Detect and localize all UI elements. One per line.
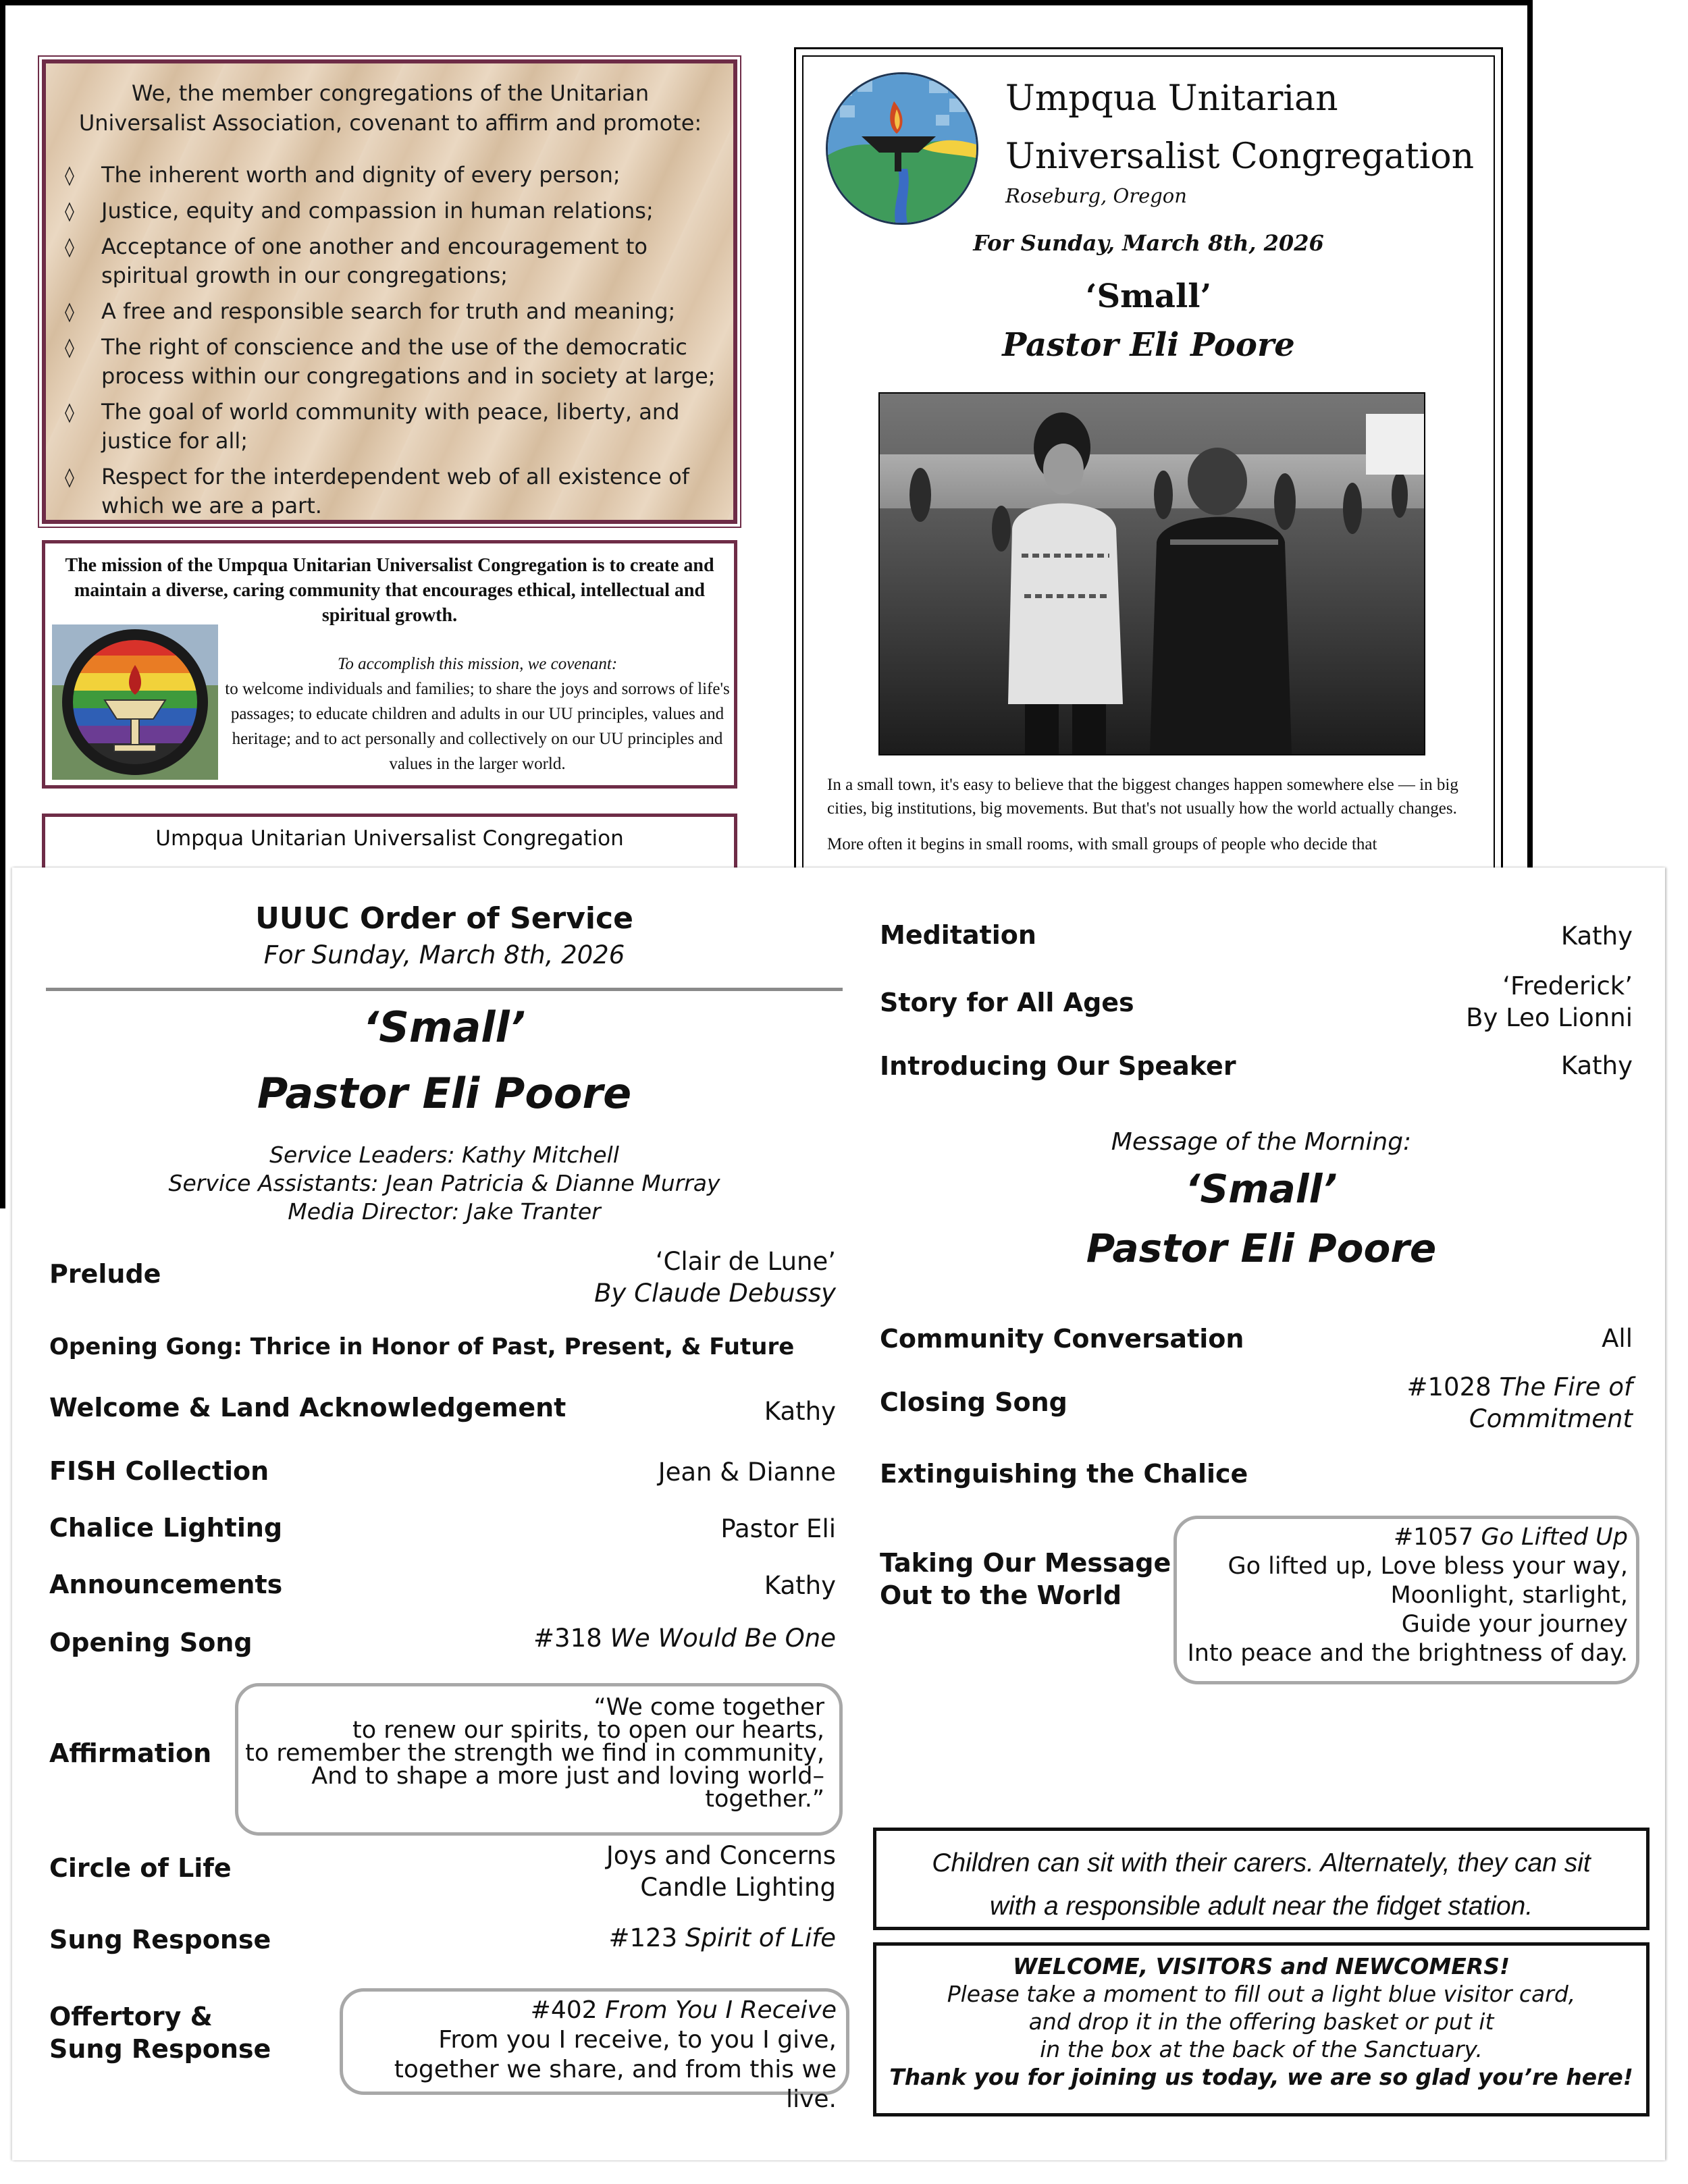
circle-of-life-label: Circle of Life <box>49 1853 232 1883</box>
introducing-speaker-value: Kathy <box>1560 1051 1633 1080</box>
taking-message-text <box>1187 1523 1628 1668</box>
hymn-title: We Would Be One <box>610 1624 836 1653</box>
affirmation-line: “We come together <box>594 1694 824 1721</box>
back-page-left-border <box>0 0 5 1208</box>
diamond-bullet-icon: ◊ <box>65 164 74 186</box>
taking-hymn <box>1187 1523 1628 1552</box>
principle-text: Justice, equity and compassion in human relations; <box>101 198 654 223</box>
hymn-number: #1057 <box>1393 1524 1474 1551</box>
mission-box <box>42 540 737 789</box>
children-note-line: Children can sit with their carers. Alternately, they can sit <box>932 1848 1591 1877</box>
conversation-label: Community Conversation <box>880 1324 1244 1354</box>
extinguishing-chalice: Extinguishing the Chalice <box>880 1459 1248 1489</box>
cover-name-line: Umpqua Unitarian <box>1005 78 1338 119</box>
meditation-label: Meditation <box>880 920 1036 950</box>
chalice-lighting-label: Chalice Lighting <box>49 1513 283 1543</box>
diamond-bullet-icon: ◊ <box>65 300 74 323</box>
chalice-landscape-logo-icon <box>828 74 976 223</box>
principle-text: A free and responsible search for truth and meaning; <box>101 298 676 324</box>
cover-congregation-name <box>1005 70 1474 186</box>
covenant-text: to welcome individuals and families; to share the joys and sorrows of life's passages; to educate children and adults in our UU principles, values and heritage; and to act personally and collectively on our UU principles and values in the larger world. <box>225 680 730 773</box>
children-note-box <box>873 1828 1650 1930</box>
principle-text: The goal of world community with peace, liberty, and justice for all; <box>101 399 680 454</box>
sung-response-label: Sung Response <box>49 1925 271 1954</box>
order-title: ‘Small’ <box>363 1003 526 1052</box>
mission-title: The mission of the Umpqua Unitarian Universalist Congregation is to create and maintain a diverse, caring community that encourages ethical, intellectual and spiritual growth. <box>65 555 714 626</box>
cover-sermon-excerpt <box>827 773 1475 868</box>
cover-title: ‘Small’ <box>1085 277 1212 315</box>
principle-text: Acceptance of one another and encouragement to spiritual growth in our congregations; <box>101 234 648 288</box>
diamond-bullet-icon: ◊ <box>65 466 74 488</box>
affirmation-line: together.” <box>705 1786 824 1813</box>
introducing-speaker-label: Introducing Our Speaker <box>880 1051 1236 1081</box>
cover-city: Roseburg, Oregon <box>1005 184 1187 207</box>
sung-response-value <box>485 1922 836 1954</box>
story-title: ‘Frederick’ <box>1502 971 1633 1001</box>
offertory-line: From you I receive, to you I give, <box>438 2026 837 2054</box>
story-label: Story for All Ages <box>880 988 1134 1017</box>
hymn-number: #402 <box>530 1996 598 2024</box>
order-date: For Sunday, March 8th, 2026 <box>263 940 625 969</box>
order-heading: UUUC Order of Service <box>255 901 633 936</box>
principle-item <box>65 161 716 190</box>
welcome-label: Welcome & Land Acknowledgement <box>49 1393 566 1422</box>
stained-glass-chalice-icon <box>52 624 218 780</box>
prelude-value <box>485 1246 836 1309</box>
header-divider <box>46 988 843 991</box>
hymn-title-continued: Commitment <box>1469 1404 1633 1433</box>
offertory-box <box>340 1988 849 2113</box>
excerpt-paragraph: More often it begins in small rooms, with small groups of people who decide that <box>827 835 1377 853</box>
taking-label-line: Out to the World <box>880 1580 1122 1610</box>
conversation-value: All <box>1602 1324 1633 1353</box>
principle-item <box>65 398 716 456</box>
story-value <box>1295 970 1633 1034</box>
circle-of-life-value <box>485 1840 836 1903</box>
principle-item <box>65 333 716 391</box>
diamond-bullet-icon: ◊ <box>65 200 74 222</box>
opening-gong: Opening Gong: Thrice in Honor of Past, Present, & Future <box>49 1333 795 1360</box>
hymn-title: Spirit of Life <box>685 1923 836 1952</box>
meditation-value: Kathy <box>1560 922 1633 951</box>
circle-line: Joys and Concerns <box>606 1841 836 1870</box>
closing-song-line <box>1295 1371 1633 1403</box>
welcome-value: Kathy <box>764 1397 836 1426</box>
excerpt-paragraph: In a small town, it's easy to believe that the biggest changes happen somewhere else — in big cities, big institutions, big movements. But that's not usually how the world actually changes. <box>827 776 1458 818</box>
prelude-composer: By Claude Debussy <box>594 1279 836 1308</box>
people-at-park-photo-icon <box>880 394 1424 754</box>
hymn-title: The Fire of <box>1499 1373 1633 1402</box>
announcements-label: Announcements <box>49 1570 283 1599</box>
order-speaker: Pastor Eli Poore <box>257 1069 632 1118</box>
affirmation-box <box>235 1683 843 1836</box>
principle-item <box>65 196 716 225</box>
hymn-number: #1028 <box>1406 1373 1492 1402</box>
taking-label-line: Taking Our Message <box>880 1548 1171 1578</box>
diamond-bullet-icon: ◊ <box>65 401 74 423</box>
covenant-lead: To accomplish this mission, we covenant: <box>337 655 618 673</box>
message-intro: Message of the Morning: <box>1111 1128 1412 1156</box>
taking-line: Go lifted up, Love bless your way, <box>1228 1553 1628 1580</box>
fish-collection-label: FISH Collection <box>49 1456 269 1486</box>
service-leaders: Service Leaders: Kathy Mitchell <box>269 1142 619 1168</box>
affirmation-text <box>245 1696 824 1811</box>
principle-item <box>65 232 716 290</box>
affirmation-line: And to shape a more just and loving world– <box>311 1763 824 1790</box>
offertory-label-line: Offertory & <box>49 2002 213 2031</box>
hymn-number: #318 <box>533 1624 602 1653</box>
congregation-name-box: Umpqua Unitarian Universalist Congregation <box>42 814 737 874</box>
cover-speaker: Pastor Eli Poore <box>1002 326 1295 364</box>
order-of-service-page <box>12 868 1665 2160</box>
offertory-label-line: Sung Response <box>49 2034 271 2064</box>
principle-item <box>65 297 716 326</box>
hymn-title: From You I Receive <box>605 1996 837 2024</box>
message-speaker: Pastor Eli Poore <box>1086 1225 1437 1271</box>
welcome-visitors-line: in the box at the back of the Sanctuary. <box>1040 2036 1483 2062</box>
children-note <box>876 1842 1646 1928</box>
service-leaders-block <box>46 1141 843 1226</box>
cover-box <box>794 47 1503 878</box>
message-title: ‘Small’ <box>1185 1166 1338 1212</box>
principle-text: The inherent worth and dignity of every person; <box>101 162 621 188</box>
children-note-line: with a responsible adult near the fidget station. <box>989 1892 1533 1921</box>
offertory-hymn <box>343 1996 837 2025</box>
closing-song-value <box>1295 1371 1633 1435</box>
welcome-visitors-thanks: Thank you for joining us today, we are so glad you’re here! <box>889 2064 1633 2090</box>
closing-song-label: Closing Song <box>880 1387 1067 1417</box>
taking-line: Moonlight, starlight, <box>1390 1582 1628 1609</box>
offertory-text <box>343 1996 837 2114</box>
offertory-line: together we share, and from this we live. <box>394 2056 837 2113</box>
taking-message-box <box>1173 1516 1639 1684</box>
principles-box <box>42 59 737 524</box>
hymn-title: Go Lifted Up <box>1481 1524 1628 1551</box>
hymn-number: #123 <box>608 1923 678 1952</box>
principle-text: The right of conscience and the use of the democratic process within our congregations and in society at large; <box>101 334 716 389</box>
opening-song-value <box>431 1622 836 1654</box>
cover-date: For Sunday, March 8th, 2026 <box>973 230 1324 256</box>
prelude-label: Prelude <box>49 1259 161 1289</box>
fish-collection-value: Jean & Dianne <box>658 1458 836 1487</box>
service-assistants: Service Assistants: Jean Patricia & Dianne Murray <box>168 1170 720 1196</box>
cover-name-line: Universalist Congregation <box>1005 136 1475 177</box>
circle-line: Candle Lighting <box>640 1873 836 1902</box>
welcome-visitors-line: Please take a moment to fill out a light blue visitor card, <box>947 1981 1576 2007</box>
story-author: By Leo Lionni <box>1466 1003 1633 1032</box>
taking-line: Into peace and the brightness of day. <box>1187 1640 1628 1667</box>
announcements-value: Kathy <box>764 1571 836 1600</box>
congregation-logo <box>826 72 978 225</box>
taking-line: Guide your journey <box>1401 1611 1628 1638</box>
welcome-visitors-box <box>873 1942 1650 2116</box>
offertory-label <box>49 2000 271 2065</box>
principle-item <box>65 462 716 521</box>
stained-glass-chalice-image <box>52 624 218 780</box>
principles-intro: We, the member congregations of the Unitarian Universalist Association, covenant to affirm and promote: <box>78 80 702 136</box>
welcome-visitors-line: and drop it in the offering basket or put it <box>1028 2008 1494 2035</box>
diamond-bullet-icon: ◊ <box>65 236 74 258</box>
affirmation-line: to renew our spirits, to open our hearts, <box>352 1717 824 1744</box>
opening-song-label: Opening Song <box>49 1628 253 1657</box>
welcome-visitors-title: WELCOME, VISITORS and NEWCOMERS! <box>1012 1953 1510 1979</box>
mission-covenant <box>221 651 734 776</box>
diamond-bullet-icon: ◊ <box>65 336 74 358</box>
chalice-lighting-value: Pastor Eli <box>720 1514 836 1543</box>
taking-message-label <box>880 1547 1171 1612</box>
media-director: Media Director: Jake Tranter <box>288 1198 601 1225</box>
principle-text: Respect for the interdependent web of all existence of which we are a part. <box>101 464 689 518</box>
affirmation-label: Affirmation <box>49 1738 212 1768</box>
prelude-piece: ‘Clair de Lune’ <box>655 1247 836 1276</box>
welcome-visitors-text <box>876 1952 1646 2091</box>
affirmation-line: to remember the strength we find in community, <box>245 1740 824 1767</box>
cover-photo <box>878 392 1425 755</box>
